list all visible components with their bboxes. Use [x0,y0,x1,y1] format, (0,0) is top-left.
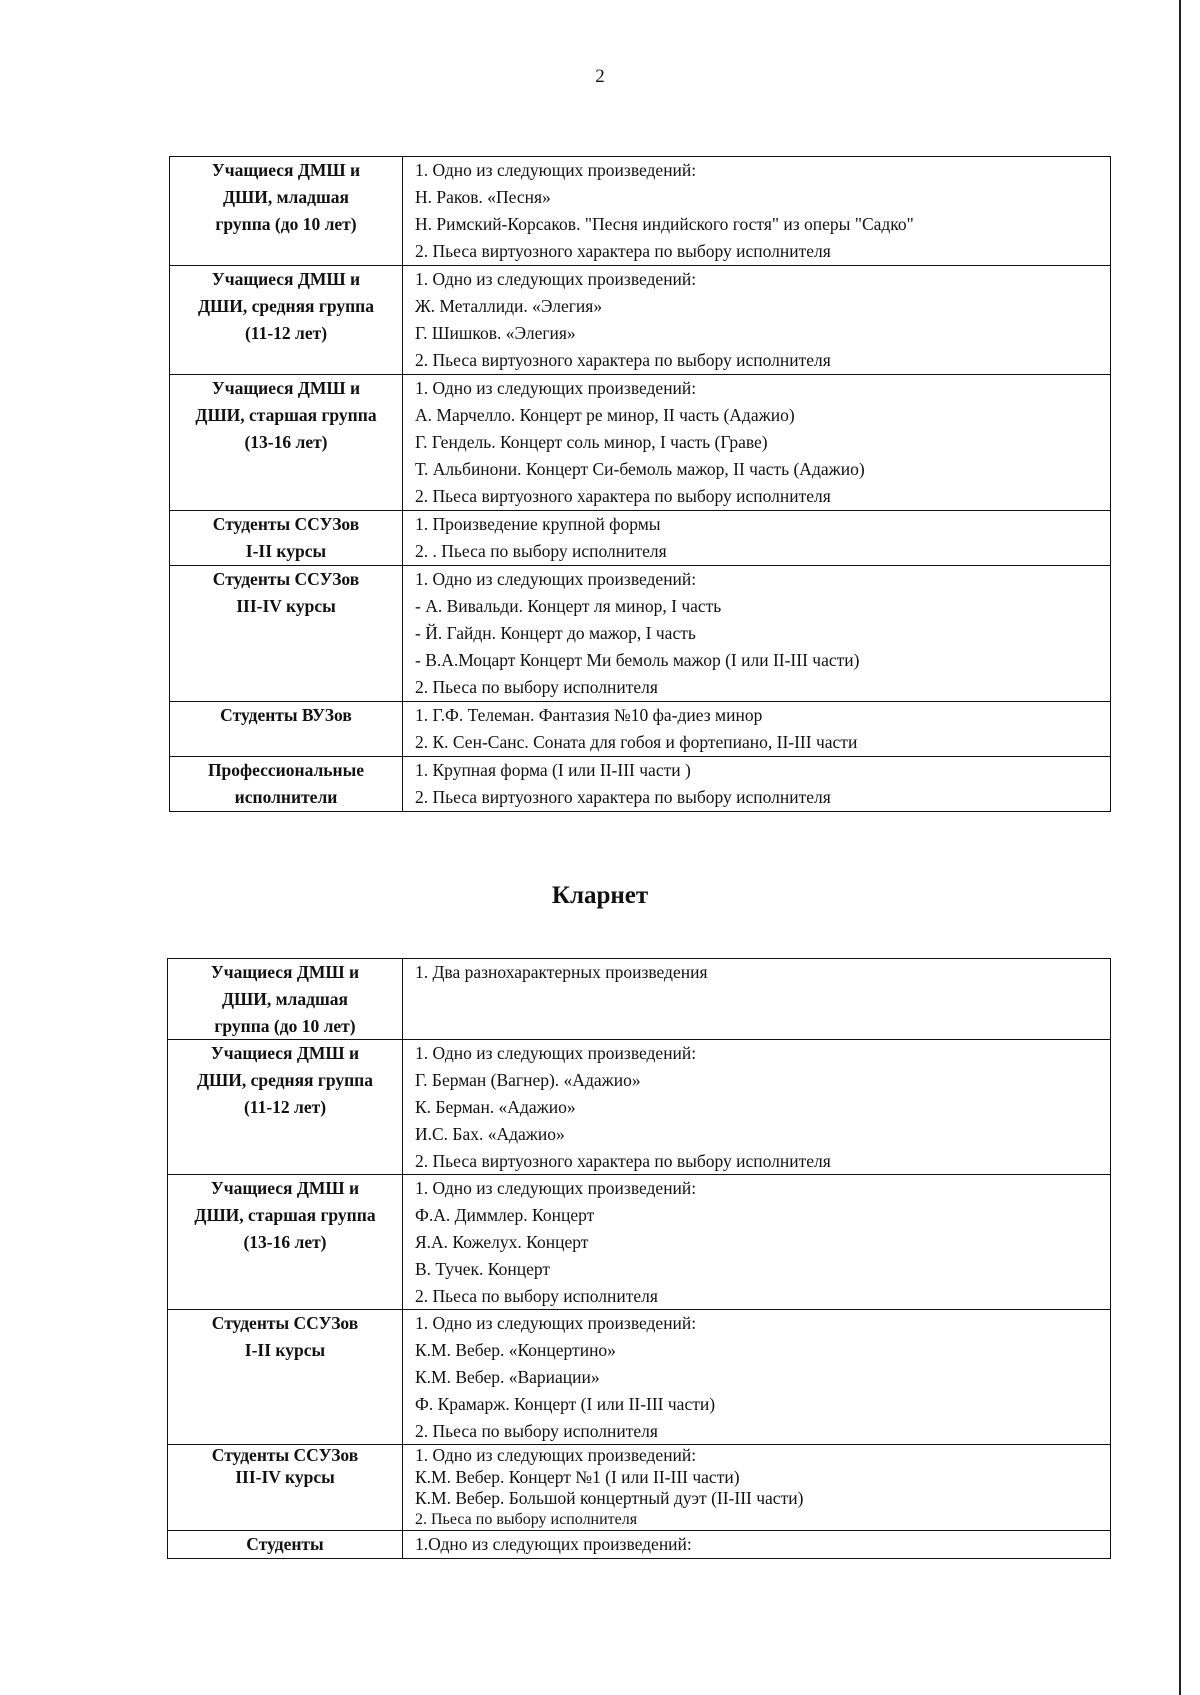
work-line: 1. Г.Ф. Телеман. Фантазия №10 фа-диез минор [415,705,763,725]
works-cell [403,702,1111,757]
category-line: (13-16 лет) [244,432,328,452]
oboe-table-body [170,157,1111,812]
work-line: Ж. Металлиди. «Элегия» [415,296,603,316]
category-line: Учащиеся ДМШ и [210,1043,360,1064]
works-cell [403,757,1111,812]
category-line: Студенты ССУЗов [212,514,360,534]
category-line: Учащиеся ДМШ и [210,962,360,982]
category-cell [168,1531,403,1559]
table-row [168,959,1111,1040]
category-line: ДШИ, средняя группа [197,296,375,316]
work-line: 2. Пьеса по выбору исполнителя [415,677,658,697]
category-cell [168,1310,403,1445]
work-line: Т. Альбинони. Концерт Си-бемоль мажор, II часть (Адажио) [415,459,865,479]
table-row [170,266,1111,375]
work-line: - Й. Гайдн. Концерт до мажор, I часть [415,623,696,643]
work-line: Я.А. Кожелух. Концерт [415,1231,589,1252]
work-line: Г. Шишков. «Элегия» [415,323,576,343]
page-edge-line [1179,0,1181,1695]
category-line: Студенты ССУЗов [212,569,360,589]
category-line: Студенты ССУЗов [211,1313,359,1334]
work-line: 1. Одно из следующих произведений: [415,160,697,180]
work-line: 2. Пьеса по выбору исполнителя [415,1285,658,1306]
category-line: Студенты ССУЗов [211,1445,359,1466]
work-line: И.С. Бах. «Адажио» [415,1123,565,1144]
category-line: группа (до 10 лет) [214,1015,356,1036]
work-line: Н. Раков. «Песня» [415,187,551,207]
category-line: I-II курсы [244,1340,326,1361]
work-line: 1. Одно из следующих произведений: [415,1313,697,1334]
works-cell [403,959,1111,1040]
work-line: 2. Пьеса по выбору исполнителя [415,1420,658,1441]
work-line: К. Берман. «Адажио» [415,1096,576,1117]
table-row [170,157,1111,266]
work-line: - В.А.Моцарт Концерт Ми бемоль мажор (I или II-III части) [415,650,860,670]
works-cell [403,511,1111,566]
table-row [168,1531,1111,1559]
work-line: К.М. Вебер. Концерт №1 (I или II-III части) [415,1466,740,1487]
category-line: ДШИ, старшая группа [194,1205,376,1226]
work-line: Ф. Крамарж. Концерт (I или II-III части) [415,1393,716,1414]
work-line: А. Марчелло. Концерт ре минор, II часть (Адажио) [415,405,795,425]
category-cell [170,266,403,375]
work-line: К.М. Вебер. «Концертино» [415,1340,616,1361]
works-cell [403,375,1111,511]
work-line: 2. Пьеса виртуозного характера по выбору исполнителя [415,486,831,506]
clarinet-table-body [168,959,1111,1559]
table-row [168,1310,1111,1445]
work-line: 2. Пьеса виртуозного характера по выбору исполнителя [415,787,831,807]
work-line: 2. Пьеса виртуозного характера по выбору исполнителя [415,1150,831,1171]
works-cell [403,157,1111,266]
category-line: Учащиеся ДМШ и [211,378,361,398]
work-line: Г. Берман (Вагнер). «Адажио» [415,1070,641,1091]
work-line: 1. Одно из следующих произведений: [415,1445,697,1466]
category-cell [168,1445,403,1531]
works-cell [403,1175,1111,1310]
category-cell [170,702,403,757]
works-cell [403,566,1111,702]
work-line: - А. Вивальди. Концерт ля минор, I часть [415,596,722,616]
work-line: 1. Одно из следующих произведений: [415,1043,697,1064]
category-line: ДШИ, младшая [222,988,348,1009]
work-line: 1. Два разнохарактерных произведения [415,962,708,982]
work-line: 1. Одно из следующих произведений: [415,378,697,398]
oboe-program-table [169,156,1111,812]
work-line: 2. Пьеса виртуозного характера по выбору исполнителя [415,350,831,370]
category-line: Учащиеся ДМШ и [210,1178,360,1199]
work-line: К.М. Вебер. «Вариации» [415,1366,600,1387]
table-row [170,375,1111,511]
category-cell [170,757,403,812]
category-line: исполнители [234,787,338,807]
category-line: ДШИ, младшая [223,187,349,207]
category-line: Учащиеся ДМШ и [211,269,361,289]
category-line: (13-16 лет) [243,1231,327,1252]
category-cell [170,511,403,566]
work-line: 2. Пьеса по выбору исполнителя [415,1510,638,1528]
category-cell [168,1175,403,1310]
category-line: Учащиеся ДМШ и [211,160,361,180]
works-cell [403,266,1111,375]
category-line: Профессиональные [207,760,365,780]
table-row [170,511,1111,566]
works-cell [403,1310,1111,1445]
category-line: I-II курсы [245,541,327,561]
works-cell [403,1040,1111,1175]
table-row [168,1175,1111,1310]
work-line: В. Тучек. Концерт [415,1258,551,1279]
clarinet-program-table [167,958,1111,1559]
work-line: 2. Пьеса виртуозного характера по выбору исполнителя [415,241,831,261]
work-line: 1.Одно из следующих произведений: [415,1534,692,1555]
work-line: Ф.А. Диммлер. Концерт [415,1205,595,1226]
category-line: Студенты ВУЗов [220,705,352,725]
table-row [170,566,1111,702]
work-line: 1. Крупная форма (I или II-III части ) [415,760,691,780]
table-row [170,757,1111,812]
category-line: (11-12 лет) [243,1096,327,1117]
work-line: 1. Одно из следующих произведений: [415,1178,697,1199]
category-line: III-IV курсы [235,1466,335,1487]
work-line: 1. Одно из следующих произведений: [415,569,697,589]
work-line: 2. . Пьеса по выбору исполнителя [415,541,667,561]
work-line: 1. Произведение крупной формы [415,514,661,534]
work-line: Н. Римский-Корсаков. "Песня индийского гостя" из оперы "Садко" [415,214,914,234]
category-line: ДШИ, средняя группа [196,1070,374,1091]
category-line: Студенты [246,1534,324,1555]
table-row [168,1040,1111,1175]
category-line: (11-12 лет) [244,323,328,343]
works-cell [403,1445,1111,1531]
category-line: группа (до 10 лет) [215,214,357,234]
work-line: 2. К. Сен-Санс. Соната для гобоя и фортепиано, II-III части [415,732,858,752]
category-cell [170,566,403,702]
category-line: III-IV курсы [236,596,336,616]
work-line: Г. Гендель. Концерт соль минор, I часть (Граве) [415,432,768,452]
clarinet-section-title: Кларнет [551,882,649,909]
works-cell [403,1531,1111,1559]
table-row [170,702,1111,757]
category-line: ДШИ, старшая группа [195,405,377,425]
table-row [168,1445,1111,1531]
category-cell [170,375,403,511]
category-cell [170,157,403,266]
work-line: К.М. Вебер. Большой концертный дуэт (II-III части) [415,1487,804,1508]
category-cell [168,1040,403,1175]
category-cell [168,959,403,1040]
page-number: 2 [595,66,605,87]
work-line: 1. Одно из следующих произведений: [415,269,697,289]
